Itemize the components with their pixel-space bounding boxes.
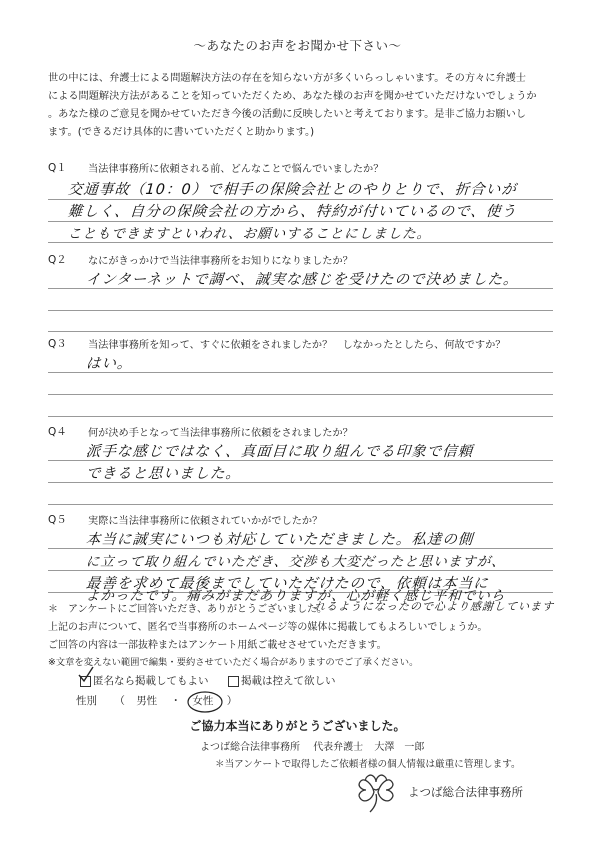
page-title: 〜あなたのお声をお聞かせ下さい〜 <box>193 38 402 53</box>
q3-label: Q３ <box>48 338 67 350</box>
q1-answer-line: こともできますといわれ、お願いすることにしました。 <box>67 226 432 242</box>
intro-line: 世の中には、弁護士による問題解決方法の存在を知らない方が多くいらっしゃいます。その方々に弁護士 <box>48 73 526 84</box>
q5-answer-line: よかったです。痛みがまだありますが、心が軽く感じ平和でいら <box>85 588 506 604</box>
gender-female-label: 女性 <box>192 695 214 707</box>
answer-rule <box>48 372 553 373</box>
intro-line: による問題解決方法があることを知っていただくため、あなた様のお声を聞かせていただけないでしょうか <box>48 91 537 102</box>
q3-answer-line: はい。 <box>85 356 133 372</box>
answer-rule <box>48 416 553 417</box>
q1-label: Q１ <box>48 162 67 174</box>
signature-firm: よつば総合法律事務所 <box>200 742 300 753</box>
q2-text: なにがきっかけで当法律事務所をお知りになりましたか？ <box>88 256 353 267</box>
answer-rule <box>48 242 553 243</box>
gender-male[interactable]: 男性 <box>136 695 158 707</box>
clover-icon <box>352 770 400 816</box>
checkmark-icon <box>76 664 96 686</box>
q5-text: 実際に当法律事務所に依頼されていかがでしたか？ <box>88 516 323 527</box>
option-anonymous[interactable] <box>80 673 209 688</box>
answer-rule <box>48 504 553 505</box>
answer-rule <box>48 482 553 483</box>
gender-paren-open: （ <box>114 695 125 707</box>
answer-rule <box>48 310 553 311</box>
answer-rule <box>48 331 553 332</box>
gender-separator: ・ <box>170 695 182 707</box>
q4-answer-line: できると思いました。 <box>85 466 242 482</box>
q5-label: Q５ <box>48 514 67 526</box>
gender-row <box>76 693 237 708</box>
privacy-note: ＊当アンケートで取得したご依頼者様の個人情報は厳重に管理します。 <box>215 759 521 770</box>
thanks-note: ＊ アンケートにご回答いただき、ありがとうございました。 <box>48 604 327 615</box>
answer-rule <box>48 460 553 461</box>
publish-request-line: ご回答の内容は一部抜粋またはアンケート用紙ご載せさせていただきます。 <box>48 640 387 651</box>
q5-answer-line: れるようになったので心より感謝しています <box>313 600 555 613</box>
logo-text: よつば総合法律事務所 <box>408 785 523 799</box>
answer-rule <box>48 288 553 289</box>
option-anonymous-label: 匿名なら掲載してもよい <box>93 675 209 687</box>
option-decline-label: 掲載は控えて欲しい <box>241 675 336 687</box>
publish-request-line: 上記のお声について、匿名で当事務所のホームページ等の媒体に掲載してもよろしいでしょうか。 <box>48 622 488 633</box>
q4-answer-line: 派手な感じではなく、真面目に取り組んでる印象で信頼 <box>85 444 474 460</box>
q5-answer-line: 最善を求めて最後までしていただけたので、依頼は本当に <box>85 576 490 592</box>
option-decline[interactable] <box>228 673 336 688</box>
gender-paren-close: ） <box>226 695 238 707</box>
q4-label: Q４ <box>48 426 67 438</box>
q1-text: 当法律事務所に依頼される前、どんなことで悩んでいましたか？ <box>88 164 384 175</box>
intro-line: 。あなた様のご意見を聞かせていただき今後の活動に反映したいと考えております。是非ご協力お願いし <box>48 109 526 120</box>
q1-answer-line: 交通事故（10：0）で相手の保険会社とのやりとりで、折合いが <box>67 182 518 198</box>
q5-answer-line: 本当に誠実にいつも対応していただきました。私達の側 <box>85 532 474 548</box>
q3-text: 当法律事務所を知って、すぐに依頼をされましたか？ しなかったとしたら、何故ですか？ <box>88 340 506 351</box>
intro-paragraph <box>48 70 558 142</box>
q5-answer-line: に立って取り組んでいただき、交渉も大変だったと思いますが、 <box>85 554 507 570</box>
answer-rule <box>48 548 553 549</box>
checkbox-empty-icon[interactable] <box>228 676 239 687</box>
signature <box>200 738 424 753</box>
intro-line: ます。(できるだけ具体的に書いていただくと助かります。) <box>48 127 315 138</box>
q1-answer-line: 難しく、自分の保険会社の方から、特約が付いているので、使う <box>67 204 518 220</box>
signature-role: 代表弁護士 <box>313 742 364 753</box>
gender-label: 性別 <box>76 695 97 707</box>
signature-name: 大澤 一郎 <box>374 742 425 753</box>
q2-answer-line: インターネットで調べ、誠実な感じを受けたので決めました。 <box>85 272 520 288</box>
selection-circle-icon <box>186 690 224 714</box>
edit-notice: ※文章を変えない範囲で編集・要約させていただく場合がありますのでご了承ください。 <box>48 657 419 668</box>
answer-rule <box>48 570 553 571</box>
gender-female[interactable] <box>192 695 216 707</box>
closing-thanks: ご協力本当にありがとうございました。 <box>189 719 406 733</box>
q2-label: Q２ <box>48 254 67 266</box>
answer-rule <box>48 394 553 395</box>
q4-text: 何が決め手となって当法律事務所に依頼をされましたか？ <box>88 428 353 439</box>
